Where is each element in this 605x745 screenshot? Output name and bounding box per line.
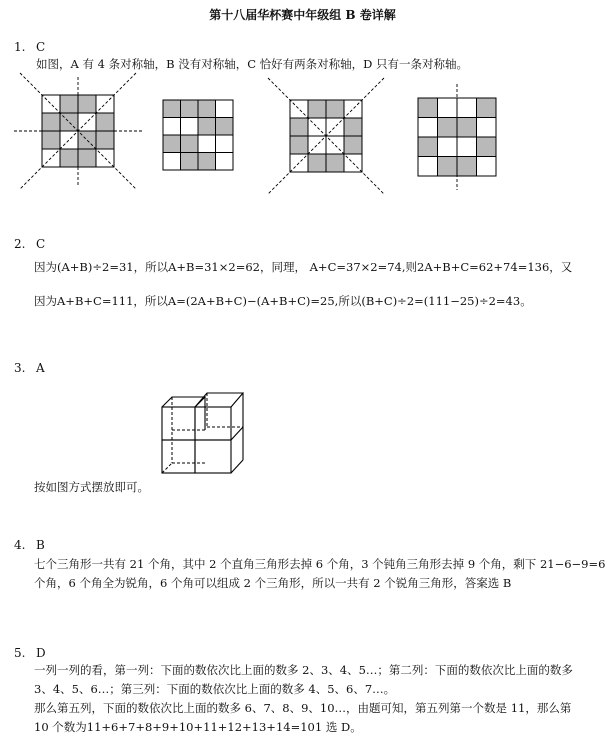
grid-b-cell (181, 100, 199, 118)
grid-b-cell (198, 135, 216, 153)
question-2-line-2: 因为A+B+C=111，所以A=(2A+B+C)−(A+B+C)=25,所以(B+C)÷2=(111−25)÷2=43。 (34, 294, 532, 308)
question-4-answer: B (36, 538, 45, 552)
grid-d-cell (438, 157, 458, 177)
grid-d-cell (457, 98, 477, 118)
grid-b-cell (181, 135, 199, 153)
grid-d-cell (477, 98, 497, 118)
question-3-line-1: 按如图方式摆放即可。 (34, 480, 149, 494)
grid-a-cell (60, 95, 78, 113)
grid-a-cell (78, 149, 96, 167)
question-4-number: 4. (14, 538, 26, 552)
grid-d-cell (418, 118, 438, 138)
q3-cube-figure (155, 385, 275, 485)
grid-d-cell (477, 137, 497, 157)
question-1-line-1: 如图，A 有 4 条对称轴，B 没有对称轴，C 恰好有两条对称轴，D 只有一条对称轴。 (36, 57, 469, 71)
question-1-answer: C (36, 40, 46, 54)
question-5-number: 5. (14, 646, 26, 660)
question-5-line-2: 3、4、5、6…；第三列：下面的数依次比上面的数多 4、5、6、7…。 (34, 682, 396, 696)
grid-b-cell (181, 118, 199, 136)
question-2-line-1: 因为(A+B)÷2=31，所以A+B=31×2=62，同理， A+C=37×2=74,则2A+B+C=62+74=136，又 (34, 260, 573, 274)
grid-a-cell (96, 113, 114, 131)
grid-c-cell (290, 136, 308, 154)
question-1-number: 1. (14, 40, 26, 54)
q1-symmetry-figures (0, 75, 605, 195)
grid-a-cell (42, 113, 60, 131)
grid-a-cell (96, 131, 114, 149)
question-4-line-1: 七个三角形一共有 21 个角，其中 2 个直角三角形去掉 6 个角，3 个钝角三角形去掉 9 个角，剩下 21−6−9=6 (34, 557, 605, 571)
grid-b-cell (163, 100, 181, 118)
grid-c-cell (290, 118, 308, 136)
grid-a-diagonal-axis-2 (20, 73, 136, 189)
question-5-line-4: 10 个数为11+6+7+8+9+10+11+12+13+14=101 选 D。 (34, 720, 362, 734)
grid-d-cell (418, 137, 438, 157)
grid-b-cell (163, 118, 181, 136)
grid-b-cell (198, 118, 216, 136)
grid-a-cell (60, 149, 78, 167)
grid-c-cell (344, 136, 362, 154)
grid-a-cell (42, 131, 60, 149)
question-3-answer: A (36, 361, 45, 375)
grid-d-cell (457, 157, 477, 177)
grid-d-cell (438, 137, 458, 157)
question-5-answer: D (36, 646, 46, 660)
grid-b-cell (163, 135, 181, 153)
grid-b-cell (216, 153, 234, 171)
grid-b-cell (216, 100, 234, 118)
grid-c-diagonal-axis-2 (268, 78, 384, 194)
question-2-number: 2. (14, 237, 26, 251)
grid-d-cell (418, 157, 438, 177)
grid-a-cell (78, 95, 96, 113)
grid-b-cell (181, 153, 199, 171)
grid-d-cell (438, 98, 458, 118)
grid-c-cell (308, 154, 326, 172)
grid-b-cell (216, 135, 234, 153)
question-2-answer: C (36, 237, 46, 251)
page-title: 第十八届华杯赛中年级组 B 卷详解 (209, 8, 396, 22)
question-3-number: 3. (14, 361, 26, 375)
grid-c-cell (344, 118, 362, 136)
grid-d-cell (438, 118, 458, 138)
question-5-line-3: 那么第五列，下面的数依次比上面的数多 6、7、8、9、10…，由题可知，第五列第一个数是 11，那么第 (34, 701, 572, 715)
grid-b-cell (163, 153, 181, 171)
grid-b-cell (198, 153, 216, 171)
grid-b-cell (198, 100, 216, 118)
grid-d-cell (457, 137, 477, 157)
grid-c-cell (308, 100, 326, 118)
grid-d-cell (457, 118, 477, 138)
grid-d-cell (477, 157, 497, 177)
grid-c-cell (326, 154, 344, 172)
question-5-line-1: 一列一列的看，第一列：下面的数依次比上面的数多 2、3、4、5…；第二列：下面的数依次比上面的数多 (34, 663, 573, 677)
grid-b-cell (216, 118, 234, 136)
grid-c-cell (326, 100, 344, 118)
question-4-line-2: 个角，6 个角全为锐角，6 个角可以组成 2 个三角形，所以一共有 2 个锐角三角形，答案选 B (34, 576, 512, 590)
grid-d-cell (477, 118, 497, 138)
grid-d-cell (418, 98, 438, 118)
